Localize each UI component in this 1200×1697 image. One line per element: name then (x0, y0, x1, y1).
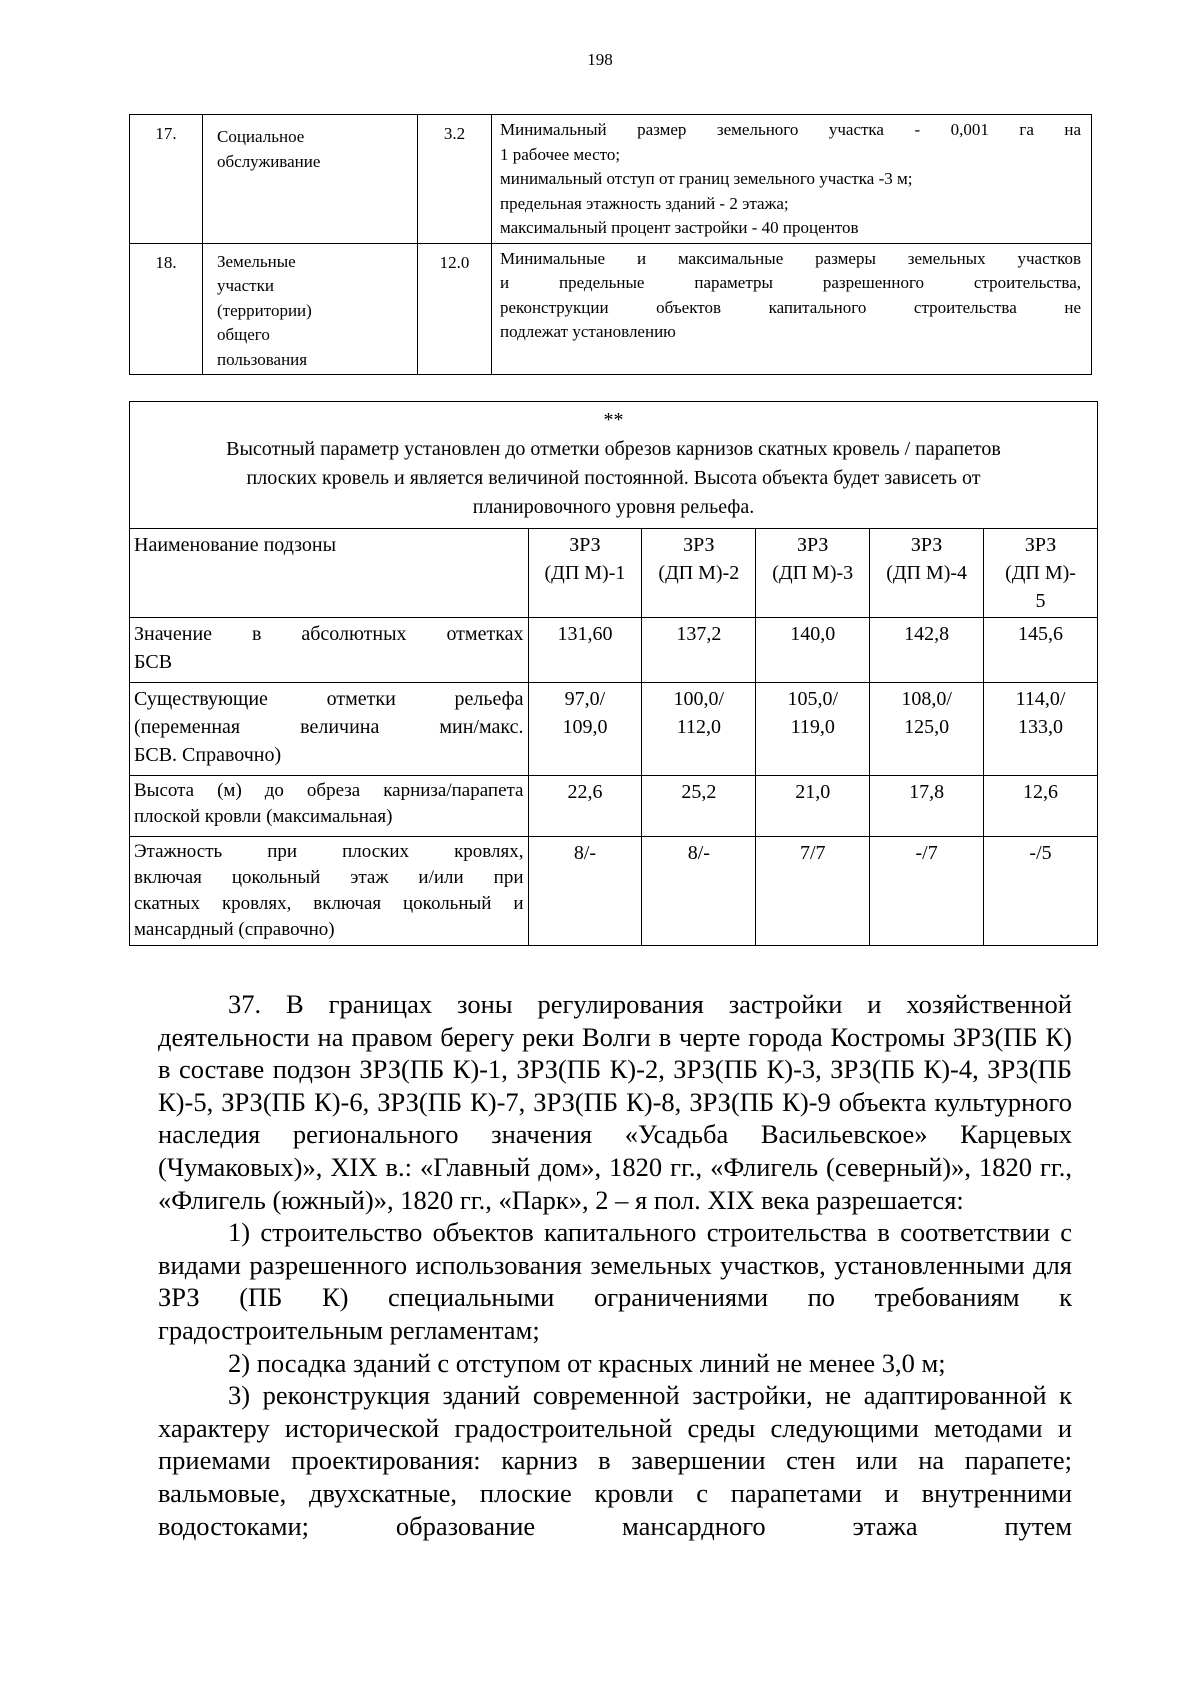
table-row (130, 837, 1098, 946)
land-use-table (129, 114, 1092, 375)
table-cell: 8/- (528, 837, 642, 946)
page-number: 198 (587, 50, 613, 69)
table-note-row (130, 402, 1098, 529)
table-cell: 100,0/ 112,0 (642, 683, 756, 776)
use-type-code: 12.0 (418, 243, 492, 375)
paragraph: 3) реконструкция зданий современной застройки, не адаптированной к характеру исторической градостроительной среды следующими методами и приемами проектирования: карниз в завершении стен или на парапете; вальмовые, двухскатные, плоские кровли с парапетами и внутренними водостоками; образование мансардного этажа путем (158, 1380, 1072, 1541)
note-line: плоских кровель и является величиной постоянной. Высота объекта будет зависеть от (246, 467, 981, 489)
row-label: Этажность при плоских кровлях, включая цокольный этаж и/или при скатных кровлях, включая цокольный и мансардный (справочно) (130, 837, 529, 946)
table-cell: 137,2 (642, 618, 756, 683)
table-cell: 7/7 (756, 837, 870, 946)
table-cell: -/5 (984, 837, 1098, 946)
paragraph: 1) строительство объектов капитального строительства в соответствии с видами разрешенного использования земельных участков, установленными для ЗРЗ (ПБ К) специальными ограничениями по требованиям к градостроительным регламентам; (158, 1217, 1072, 1345)
height-note (130, 402, 1098, 529)
table-cell: 12,6 (984, 776, 1098, 837)
table-cell: 142,8 (870, 618, 984, 683)
table-cell: 97,0/ 109,0 (528, 683, 642, 776)
table-cell: 131,60 (528, 618, 642, 683)
table-row (130, 618, 1098, 683)
row-label: Значение в абсолютных отметках БСВ (130, 618, 529, 683)
table-cell: 21,0 (756, 776, 870, 837)
row-number: 18. (130, 243, 203, 375)
table-cell: 105,0/ 119,0 (756, 683, 870, 776)
subzone-column-header: ЗРЗ (ДП М)-3 (756, 529, 870, 618)
table-cell: 17,8 (870, 776, 984, 837)
use-type-parameters: Минимальный размер земельного участка - 0,001 га на 1 рабочее место; минимальный отступ от границ земельного участка -3 м; предельная этажность зданий - 2 этажа; максимальный процент застройки - 40 процентов (492, 115, 1092, 244)
table-cell: 145,6 (984, 618, 1098, 683)
use-type-name: Социальное обслуживание (203, 115, 418, 244)
subzone-name-header: Наименование подзоны (130, 529, 529, 618)
table-cell: 8/- (642, 837, 756, 946)
use-type-name: Земельные участки (территории) общего пользования (203, 243, 418, 375)
table-cell: 140,0 (756, 618, 870, 683)
paragraph: 37. В границах зоны регулирования застройки и хозяйственной деятельности на правом берегу реки Волги в черте города Костромы ЗРЗ(ПБ К) в составе подзон ЗРЗ(ПБ К)-1, ЗРЗ(ПБ К)-2, ЗРЗ(ПБ К)-3, ЗРЗ(ПБ К)-4, ЗРЗ(ПБ К)-5, ЗРЗ(ПБ К)-6, ЗРЗ(ПБ К)-7, ЗРЗ(ПБ К)-8, ЗРЗ(ПБ К)-9 объекта культурного наследия регионального значения «Усадьба Васильевское» Карцевых (Чумаковых)», XIX в.: «Главный дом», 1820 гг., «Флигель (северный)», 1820 гг., «Флигель (южный)», 1820 гг., «Парк», 2 – я пол. XIX века разрешается: (158, 989, 1072, 1215)
body-text (158, 988, 1072, 1542)
paragraph: 2) посадка зданий с отступом от красных линий не менее 3,0 м; (228, 1347, 946, 1378)
row-label: Существующие отметки рельефа (переменная величина мин/макс. БСВ. Справочно) (130, 683, 529, 776)
table-cell: 25,2 (642, 776, 756, 837)
table-cell: 22,6 (528, 776, 642, 837)
row-label: Высота (м) до обреза карниза/парапета плоской кровли (максимальная) (130, 776, 529, 837)
table-row (130, 115, 1092, 244)
use-type-parameters: Минимальные и максимальные размеры земельных участков и предельные параметры разрешенного строительства, реконструкции объектов капитального строительства не подлежат установлению (492, 243, 1092, 375)
note-line: Высотный параметр установлен до отметки обрезов карнизов скатных кровель / парапетов (226, 438, 1001, 460)
subzone-column-header: ЗРЗ (ДП М)-1 (528, 529, 642, 618)
table-cell: -/7 (870, 837, 984, 946)
note-mark: ** (603, 409, 624, 431)
table-row (130, 683, 1098, 776)
table-cell: 114,0/ 133,0 (984, 683, 1098, 776)
subzone-column-header: ЗРЗ (ДП М)-2 (642, 529, 756, 618)
subzone-column-header: ЗРЗ (ДП М)-4 (870, 529, 984, 618)
use-type-code: 3.2 (418, 115, 492, 244)
table-row (130, 243, 1092, 375)
note-line: планировочного уровня рельефа. (472, 496, 755, 518)
height-parameters-table (129, 401, 1098, 946)
subzone-column-header: ЗРЗ (ДП М)- 5 (984, 529, 1098, 618)
table-cell: 108,0/ 125,0 (870, 683, 984, 776)
row-number: 17. (130, 115, 203, 244)
table-header-row (130, 529, 1098, 618)
table-row (130, 776, 1098, 837)
